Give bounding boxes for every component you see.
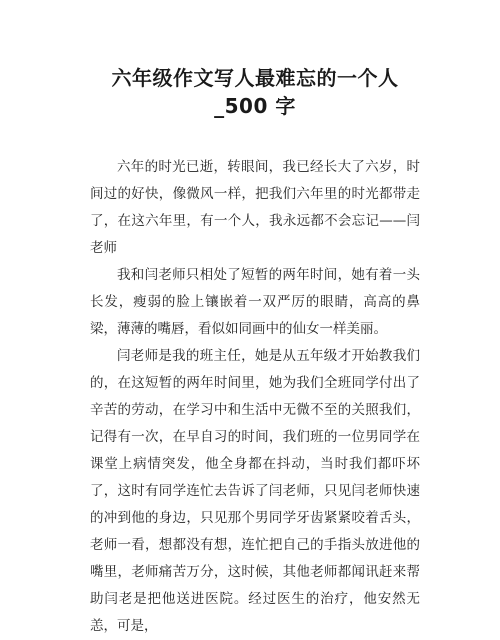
paragraph: 六年的时光已逝，转眼间，我已经长大了六岁，时间过的好快，像微风一样，把我们六年里的时光都带走了，在这六年里，有一个人，我永远都不会忘记——闫老师 <box>90 159 420 256</box>
paragraph: 我和闫老师只相处了短暂的两年时间，她有着一头长发，瘦弱的脸上镶嵌着一双严厉的眼睛，高高的鼻梁，薄薄的嘴唇，看似如同画中的仙女一样美丽。 <box>90 267 420 337</box>
paragraph: 闫老师是我的班主任，她是从五年级才开始教我们的，在这短暂的两年时间里，她为我们全班同学付出了辛苦的劳动，在学习中和生活中无微不至的关照我们，记得有一次，在早自习的时间，我们班的一位男同学在课堂上病情突发，他全身都在抖动，当时我们都吓坏了，这时有同学连忙去告诉了闫老师，只见闫老师快速的冲到他的身边，只见那个男同学牙齿紧紧咬着舌头，老师一看，想都没有想，连忙把自己的手指头放进他的嘴里，老师痛苦万分，这时候，其他老师都闻讯赶来帮助闫老是把他送进医院。经过医生的治疗，他安然无恙，可是， <box>90 348 420 634</box>
document-title: 六年级作文写人最难忘的一个人_500 字 <box>111 66 399 118</box>
